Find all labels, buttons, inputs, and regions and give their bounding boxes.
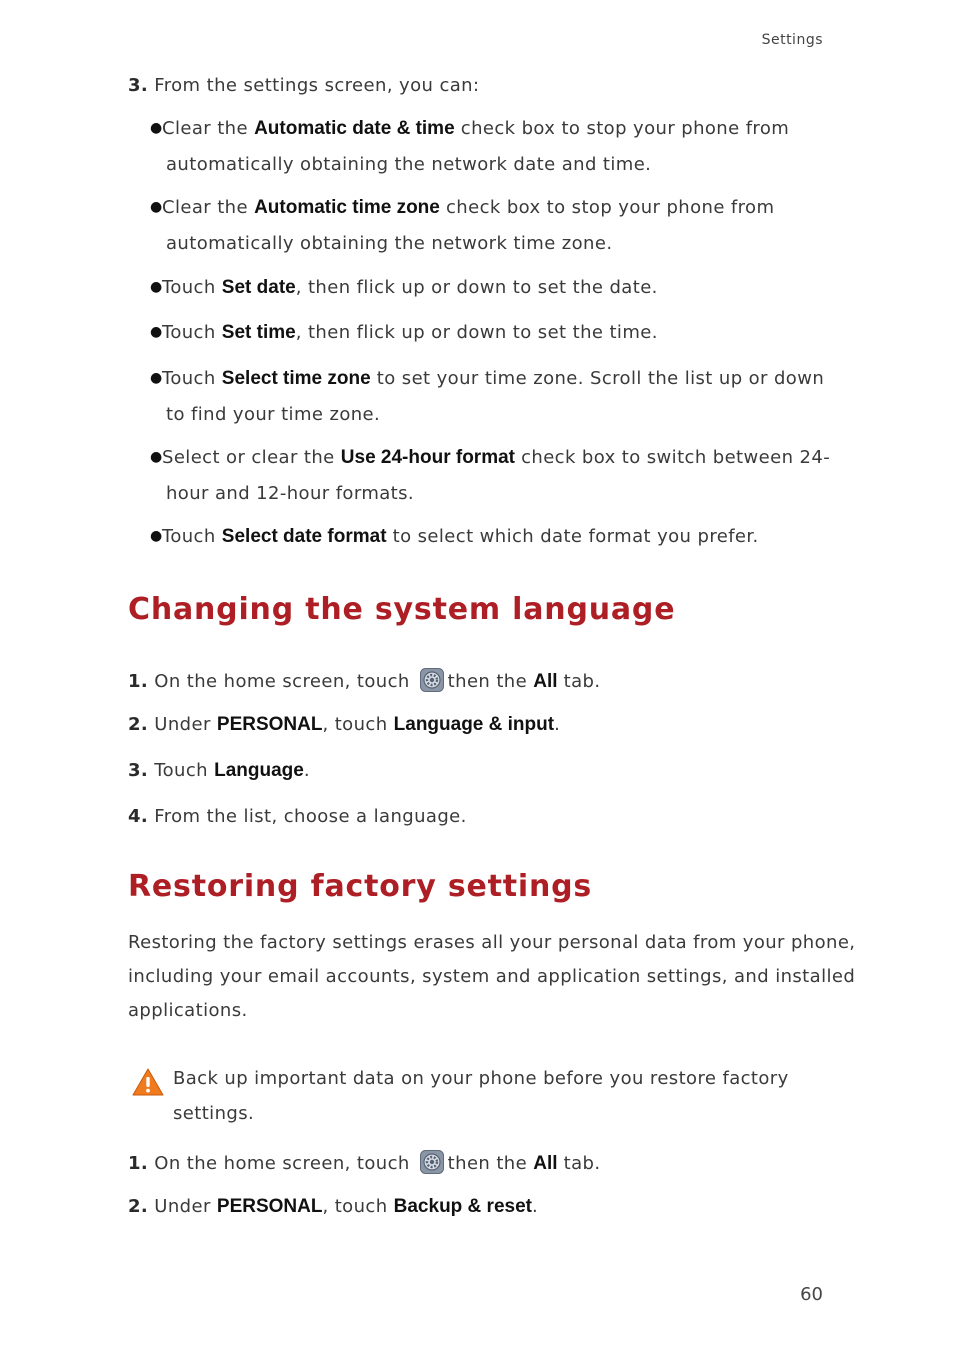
paragraph-line: applications. <box>128 1000 248 1021</box>
bullet-item: ●Touch Set date, then flick up or down to set the date. <box>150 277 658 298</box>
warning-text: settings. <box>173 1103 255 1124</box>
paragraph-line: including your email accounts, system and application settings, and installed <box>128 966 856 987</box>
step-item: 2. Under PERSONAL, touch Language & input. <box>128 714 561 735</box>
bullet-item: ●Clear the Automatic time zone check box to stop your phone from <box>150 197 775 218</box>
bullet-item: ●Select or clear the Use 24-hour format check box to switch between 24- <box>150 447 831 468</box>
paragraph-line: Restoring the factory settings erases all your personal data from your phone, <box>128 932 856 953</box>
section-heading: Restoring factory settings <box>128 869 593 904</box>
step-text: From the settings screen, you can: <box>154 75 480 96</box>
bullet-item: ●Touch Select date format to select which date format you prefer. <box>150 526 759 547</box>
bullet-continuation: automatically obtaining the network time zone. <box>166 233 613 254</box>
page-number: 60 <box>800 1284 823 1305</box>
bullet-dot: ● <box>150 324 163 340</box>
step-item: 1. On the home screen, touch then the All tab. <box>128 1150 600 1175</box>
settings-gear-icon <box>420 1150 444 1174</box>
settings-gear-icon <box>420 668 444 692</box>
bullet-dot: ● <box>150 199 163 215</box>
bullet-item: ●Clear the Automatic date & time check box to stop your phone from <box>150 118 790 139</box>
step-3-intro <box>128 75 479 96</box>
bullet-dot: ● <box>150 279 163 295</box>
step-item: 1. On the home screen, touch then the All tab. <box>128 668 600 693</box>
bullet-dot: ● <box>150 528 163 544</box>
bullet-continuation: to find your time zone. <box>166 404 381 425</box>
bullet-item: ●Touch Set time, then flick up or down to set the time. <box>150 322 658 343</box>
step-item: 3. Touch Language. <box>128 760 310 781</box>
bullet-dot: ● <box>150 120 163 136</box>
bullet-continuation: hour and 12-hour formats. <box>166 483 415 504</box>
warning-triangle-icon <box>132 1068 164 1096</box>
step-item: 4. From the list, choose a language. <box>128 806 467 827</box>
bullet-item: ●Touch Select time zone to set your time zone. Scroll the list up or down <box>150 368 825 389</box>
section-heading: Changing the system language <box>128 592 676 627</box>
running-header: Settings <box>761 32 823 48</box>
step-item: 2. Under PERSONAL, touch Backup & reset. <box>128 1196 539 1217</box>
bullet-dot: ● <box>150 370 163 386</box>
warning-text: Back up important data on your phone before you restore factory <box>173 1068 789 1089</box>
bullet-dot: ● <box>150 449 163 465</box>
bullet-continuation: automatically obtaining the network date and time. <box>166 154 652 175</box>
step-number: 3. <box>128 75 149 96</box>
